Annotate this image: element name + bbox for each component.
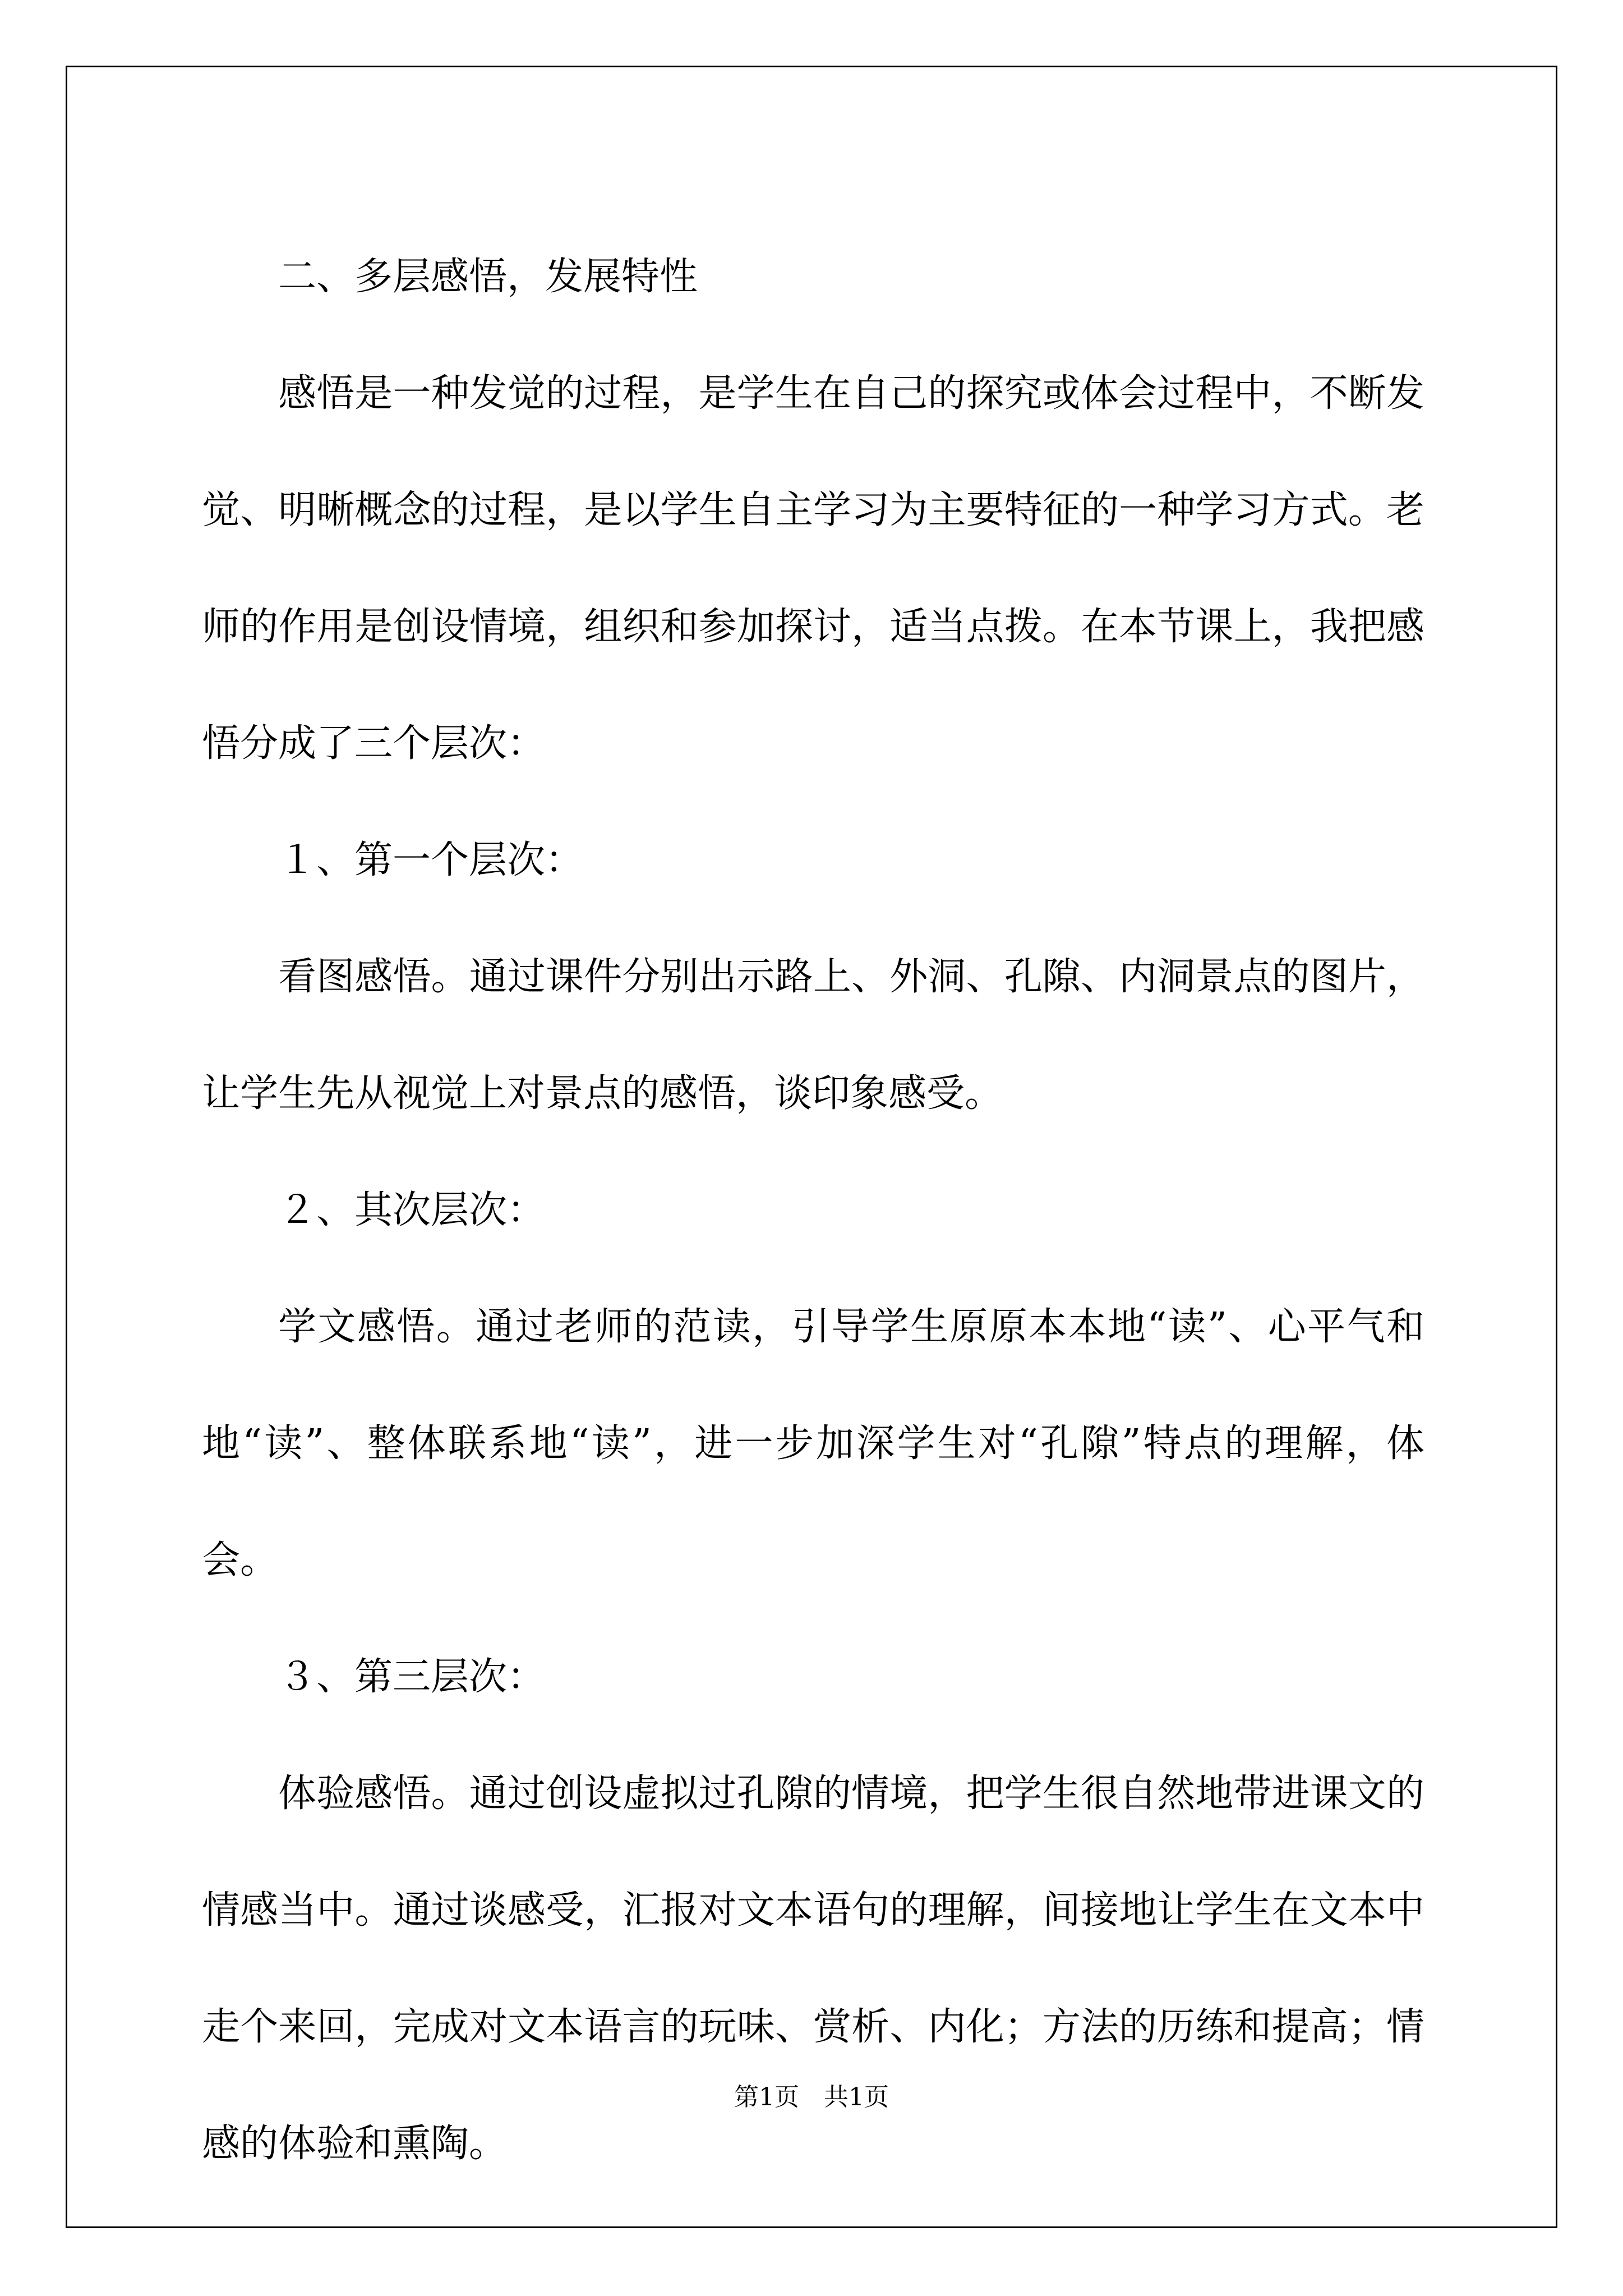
page-number-footer: 第1页 共1页 [734,2083,889,2111]
paragraph-level-2: 学文感悟。通过老师的范读，引导学生原原本本地“读”、心平气和地“读”、整体联系地“读”，进一步加深学生对“孔隙”特点的理解，体会。 [202,1305,1424,1582]
paragraph-level-1: 看图感悟。通过课件分别出示路上、外洞、孔隙、内洞景点的图片，让学生先从视觉上对景点的感悟，谈印象感受。 [202,955,1424,1116]
document-body [202,219,1424,2202]
level-2-heading: ２、其次层次： [278,1188,546,1232]
section-heading: 二、多层感悟，发展特性 [278,255,698,299]
paragraph-intro: 感悟是一种发觉的过程，是学生在自己的探究或体会过程中，不断发觉、明晰概念的过程，是以学生自主学习为主要特征的一种学习方式。老师的作用是创设情境，组织和参加探讨，适当点拨。在本节课上，我把感悟分成了三个层次： [202,371,1424,766]
paragraph-level-3: 体验感悟。通过创设虚拟过孔隙的情境，把学生很自然地带进课文的情感当中。通过谈感受，汇报对文本语句的理解，间接地让学生在文本中走个来回，完成对文本语言的玩味、赏析、内化；方法的历练和提高；情感的体验和熏陶。 [202,1772,1424,2166]
level-3-heading: ３、第三层次： [278,1655,546,1699]
level-1-heading: １、第一个层次： [278,838,584,882]
